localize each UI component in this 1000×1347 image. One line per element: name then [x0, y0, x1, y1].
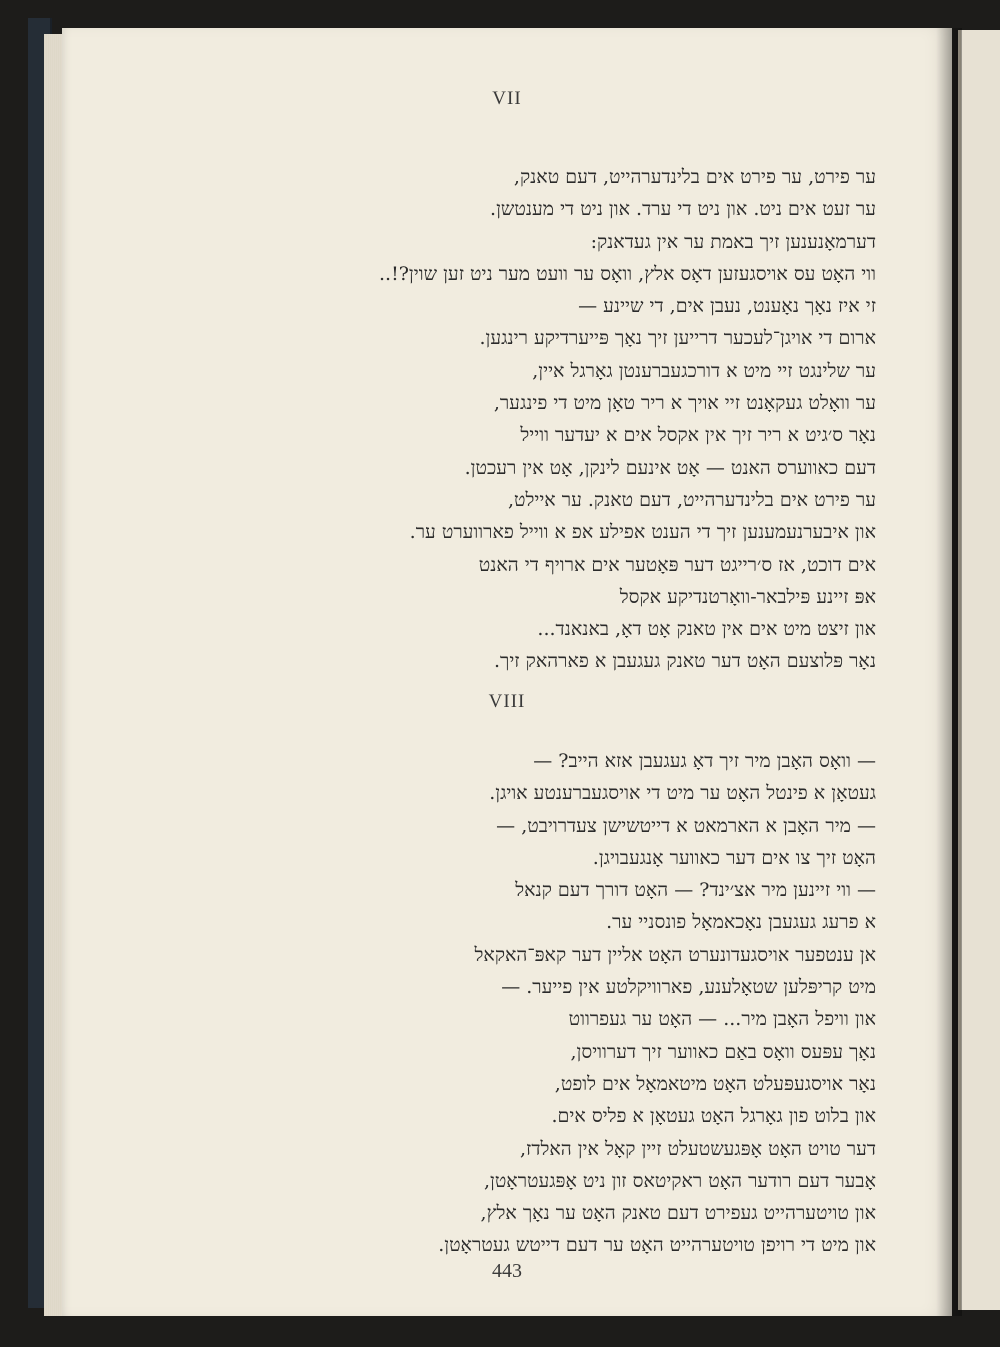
poem-line: נאָר אויסגעפּעלט האָט מיטאמאָל אים לופט, [554, 1072, 876, 1095]
poem-line: און זיצט מיט אים אין טאנק אָט דאָ, באנאנד... [537, 618, 876, 641]
poem-line: נאָך עפּעס וואָס באַם כאווער זיך דערוויסן, [570, 1040, 876, 1063]
gutter-shadow [936, 28, 962, 1316]
poem-line: דערמאָנענען זיך באמת ער אין געדאנק: [590, 230, 876, 253]
poem-line: זי איז נאָך נאָענט, נעבן אים, די שיינע — [578, 295, 876, 318]
poem-line: אים דוכט, אז ס׳רייגט דער פּאָטער אים ארויף די האנט [478, 553, 876, 576]
poem-section-viii [266, 745, 876, 1262]
poem-line: האָט זיך צו אים דער כאווער אָנגעבויגן. [592, 846, 876, 869]
poem-line: ער פירט, ער פירט אים בלינדערהייט, דעם טאנק, [513, 166, 876, 188]
poem-line: אָבער דעם רודער האָט ראקיטאס זון ניט אָפּגעטראָטן, [483, 1169, 876, 1192]
section-number-viii: VIII [488, 691, 526, 712]
poem-line: ער וואָלט געקאָנט זיי אויך א ריר טאָן מיט די פינגער, [493, 392, 876, 415]
poem-line: א פרעג געגעבן נאָכאמאָל פונסניי ער. [606, 911, 876, 934]
poem-line: און וויפל האָבן מיר... — האָט ער געפרווט [568, 1008, 876, 1031]
facing-page-edge [958, 30, 1000, 1310]
section-number-vii: VII [492, 88, 522, 109]
poem-line: נאָר ס׳גיט א ריר זיך אין אקסל אים א יעדער ווייל [520, 424, 876, 447]
poem-line: ער שלינגט זיי מיט א דורכגעברענטן גאָרגל איין, [532, 359, 876, 382]
poem-line: ער זעט אים ניט. און ניט די ערד. און ניט די מענטשן. [490, 198, 876, 221]
poem-line: מיט קריפּלען שטאָלענע, פארוויקלטע אין פייער. — [501, 976, 876, 999]
poem-line: נאָר פּלוצעם האָט דער טאנק געגעבן א פארהאק זיך. [493, 650, 876, 673]
poem-line: און מיט די רויפן טויטערהייט האָט ער דעם דייטש געטראָטן. [438, 1234, 876, 1257]
page-number: 443 [492, 1260, 522, 1282]
poem-line: — וואָס האָבן מיר זיך דאָ געגעבן אזא הייב? — [533, 750, 876, 772]
poem-line: אן ענטפער אויסגעדונערט האָט אליין דער קאפּ־האקאל [474, 943, 876, 966]
poem-line: געטאָן א פינטל האָט ער מיט די אויסגעברענטע אויגן. [489, 782, 876, 805]
poem-line: ווי האָט עס אויסגעזען דאָס אלץ, וואָס ער וועט מער ניט זען שוין?!.. [379, 262, 876, 285]
poem-line: און בלוט פון גאָרגל האָט געטאָן א פליס אים. [551, 1105, 876, 1128]
poem-line: און טויטערהייט געפירט דעם טאנק האָט ער נאָך אלץ, [480, 1202, 876, 1225]
poem-section-vii [266, 161, 876, 678]
poem-line: אפּ זיינע פּילבאר-וואָרטנדיקע אקסל [619, 585, 876, 608]
poem-line: דעם כאווערס האנט — אָט אינעם לינקן, אָט אין רעכטן. [464, 456, 876, 479]
poem-line: דער טויט האָט אָפּגעשטעלט זיין קאָל אין האלדז, [519, 1137, 876, 1160]
poem-line: און איבערנעמענען זיך די הענט אפילע אפ א ווייל פארווערט ער. [409, 521, 876, 544]
poem-line: — מיר האָבן א הארמאט א דייטשישן צעדרויבט, — [496, 814, 876, 837]
poem-line: ארום די אויגן־לעכער דרייען זיך נאָך פּייערדיקע רינגען. [479, 327, 876, 350]
poem-line: ער פירט אים בלינדערהייט, דעם טאנק. ער איילט, [507, 488, 876, 511]
book-page [62, 28, 952, 1316]
poem-line: — ווי זיינען מיר אצ׳ינד? — האָט דורך דעם קנאל [515, 879, 876, 902]
